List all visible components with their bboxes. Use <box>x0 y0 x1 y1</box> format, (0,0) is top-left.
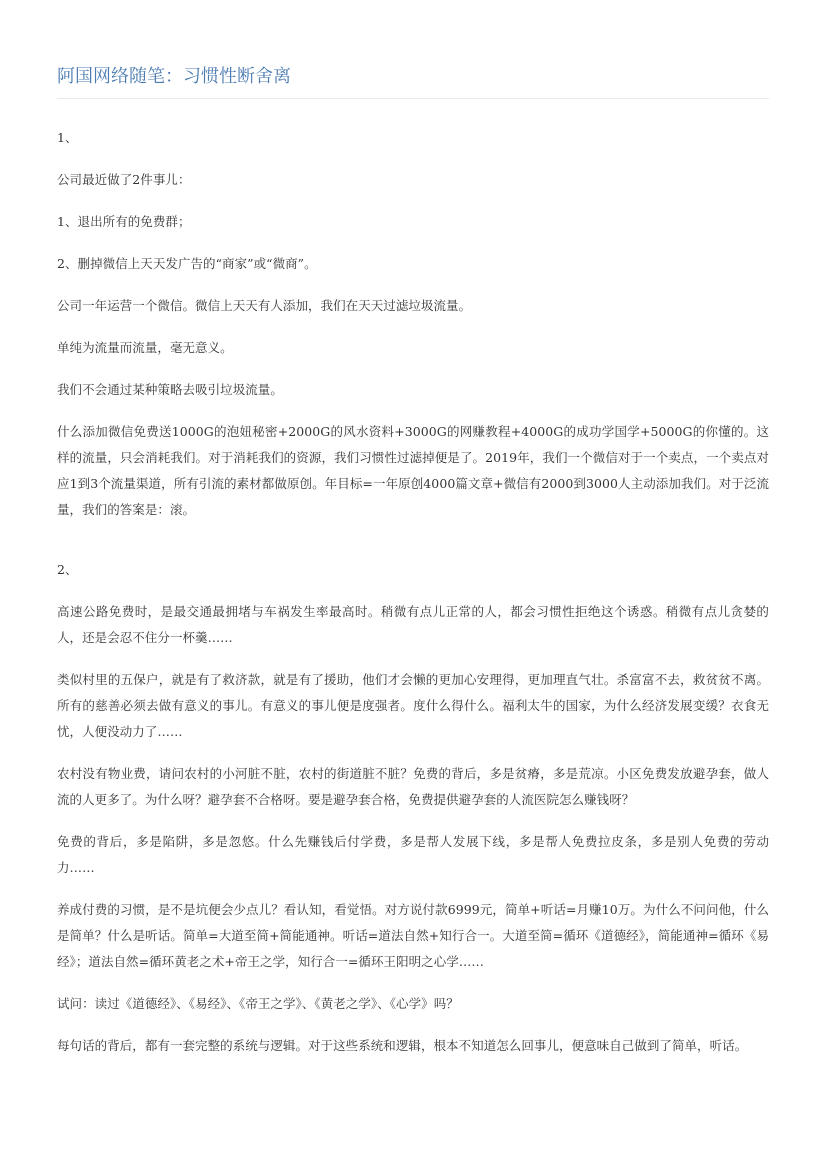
paragraph: 我们不会通过某种策略去吸引垃圾流量。 <box>57 382 283 397</box>
paragraph: 农村没有物业费，请问农村的小河脏不脏，农村的街道脏不脏？免费的背后，多是贫瘠，多是荒凉。小区免费发放避孕套，做人流的人更多了。为什么呀？避孕套不合格呀。要是避孕套合格，免费提供避孕套的人流医院怎么赚钱呀？ <box>57 766 769 807</box>
paragraph: 公司最近做了2件事儿： <box>57 172 191 187</box>
paragraph: 2、删掉微信上天天发广告的“商家”或“微商”。 <box>57 256 317 271</box>
paragraph: 公司一年运营一个微信。微信上天天有人添加，我们在天天过滤垃圾流量。 <box>57 298 472 313</box>
paragraph: 单纯为流量而流量，毫无意义。 <box>57 340 233 355</box>
article-body <box>57 125 769 1059</box>
section-number: 1、 <box>57 130 78 145</box>
paragraph: 高速公路免费时，是最交通最拥堵与车祸发生率最高时。稍微有点儿正常的人，都会习惯性拒绝这个诱惑。稍微有点儿贪婪的人，还是会忍不住分一杯羹…… <box>57 604 769 645</box>
section-number: 2、 <box>57 562 78 577</box>
paragraph: 试问：读过《道德经》、《易经》、《帝王之学》、《黄老之学》、《心学》吗？ <box>57 996 459 1011</box>
article-title: 阿国网络随笔：习惯性断舍离 <box>57 66 291 87</box>
article-page <box>57 0 769 1075</box>
paragraph: 1、退出所有的免费群； <box>57 214 191 229</box>
paragraph: 每句话的背后，都有一套完整的系统与逻辑。对于这些系统和逻辑，根本不知道怎么回事儿，便意味自己做到了简单，听话。 <box>57 1038 748 1053</box>
paragraph: 什么添加微信免费送1000G的泡妞秘密+2000G的风水资料+3000G的网赚教程+4000G的成功学国学+5000G的你懂的。这样的流量，只会消耗我们。对于消耗我们的资源，我们习惯性过滤掉便是了。2019年，我们一个微信对于一个卖点，一个卖点对应1到3个流量渠道，所有引流的素材都做原创。年目标=一年原创4000篇文章+微信有2000到3000人主动添加我们。对于泛流量，我们的答案是：滚。 <box>57 424 769 517</box>
paragraph: 类似村里的五保户，就是有了救济款，就是有了援助，他们才会懒的更加心安理得，更加理直气壮。杀富富不去，救贫贫不离。所有的慈善必须去做有意义的事儿。有意义的事儿便是度强者。度什么得什么。福利太牛的国家，为什么经济发展变缓？衣食无忧，人便没动力了…… <box>57 672 769 739</box>
paragraph: 养成付费的习惯，是不是坑便会少点儿？看认知，看觉悟。对方说付款6999元，简单+听话=月赚10万。为什么不问问他，什么是简单？什么是听话。简单=大道至简+简能通神。听话=道法自然+知行合一。大道至简=循环《道德经》，简能通神=循环《易经》；道法自然=循环黄老之术+帝王之学，知行合一=循环王阳明之心学…… <box>57 902 769 969</box>
title-divider <box>57 98 769 99</box>
paragraph: 免费的背后，多是陷阱，多是忽悠。什么先赚钱后付学费，多是帮人发展下线，多是帮人免费拉皮条，多是别人免费的劳动力…… <box>57 834 769 875</box>
